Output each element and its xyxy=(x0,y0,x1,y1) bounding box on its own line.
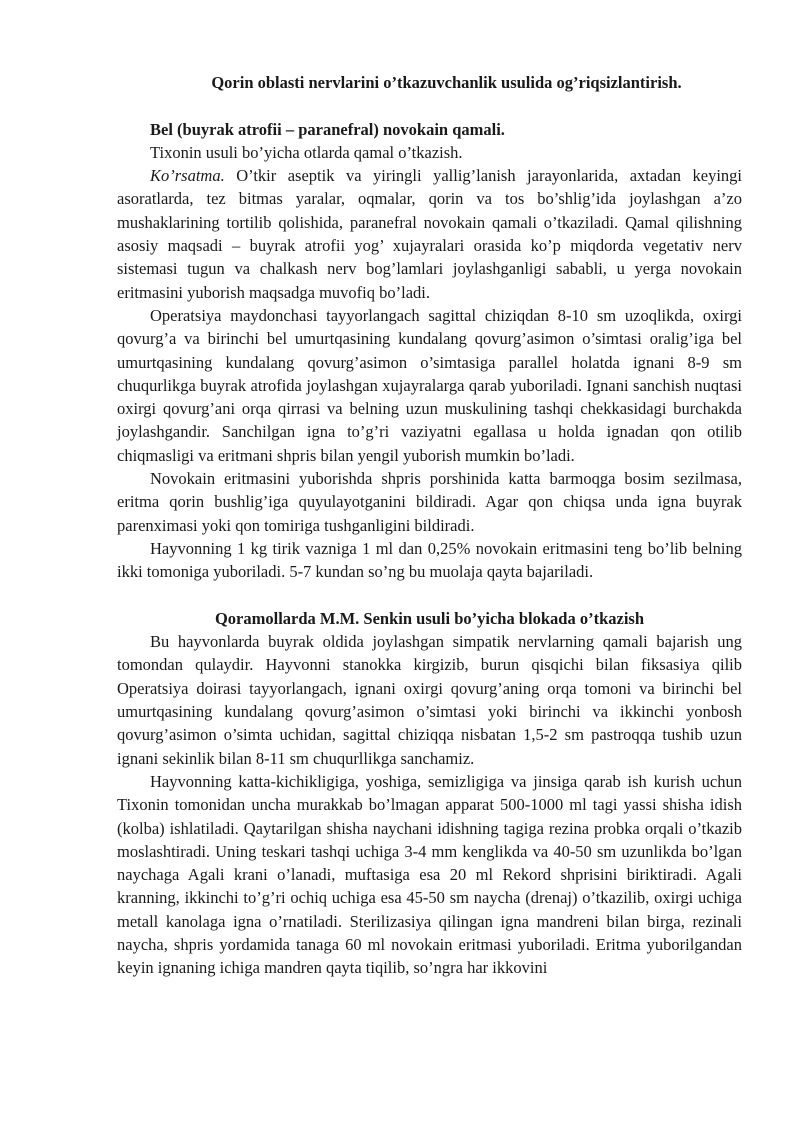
document-title: Qorin oblasti nervlarini o’tkazuvchanlik usulida og’riqsizlantirish. xyxy=(211,73,682,92)
document-page xyxy=(117,71,742,980)
paragraph-indication xyxy=(117,164,742,304)
section-heading-paranefral: Bel (buyrak atrofii – paranefral) novokain qamali. xyxy=(150,119,505,139)
paragraph-operation-field: Operatsiya maydonchasi tayyorlangach sagittal chiziqdan 8-10 sm uzoqlikda, oxirgi qovurg’a va birinchi bel umurtqasining kundalang qovurg’asimon o’simtasi oralig’iga bel umurtqasining kundalang qovurg’asimon o’simtasiga parallel holatda ignani 8-9 sm chuqurlikga buyrak atrofida joylashgan xujayralarga qarab yuboriladi. Ignani sanchish nuqtasi oxirgi qovurg’ani orqa qirrasi va belning uzun muskulining tashqi chekkasidagi burchakda joylashgandir. Sanchilgan igna to’g’ri vaziyatni egallasa u holda ignadan qon otilib chiqmasligi va eritmani shpris bilan yengil yuborish mumkin bo’ladi. xyxy=(117,305,742,465)
paragraph-injection-pressure: Novokain eritmasini yuborishda shpris porshinida katta barmoqga bosim sezilmasa, eritma qorin bushlig’iga quyulayotganini bildiradi. Agar qon chiqsa unda igna buyrak parenximasi yoki qon tomiriga tushganligini bildiradi. xyxy=(117,469,742,535)
section-heading-senkin: Qoramollarda M.M. Senkin usuli bo’yicha blokada o’tkazish xyxy=(214,608,645,628)
indication-text: O’tkir aseptik va yiringli yallig’lanish jarayonlarida, axtadan keyingi asoratlarda, tez bitmas yaralar, oqmalar, qorin va tos bo’shlig’ida joylashgan a’zo mushaklarining tortilib qolishida, paranefral novokain qamali o’tkaziladi. Qamal qilishning asosiy maqsadi – buyrak atrofii yog’ xujayralari orasida ko’p miqdorda vegetativ nerv sistemasi tugun va chalkash nerv bog’lamlari joylashganligi sababli, u yerga novokain eritmasini yuborish maqsadga muvofiq bo’ladi. xyxy=(117,166,742,302)
paragraph-dosage: Hayvonning 1 kg tirik vazniga 1 ml dan 0,25% novokain eritmasini teng bo’lib belning ikki tomoniga yuboriladi. 5-7 kundan so’ng bu muolaja qayta bajariladi. xyxy=(117,538,742,582)
paragraph-tixonin-apparatus: Hayvonning katta-kichikligiga, yoshiga, semizligiga va jinsiga qarab ish kurish uchun Tixonin tomonidan uncha murakkab bo’lmagan apparat 500-1000 ml tagi yassi shisha idish (kolba) ishlatiladi. Qaytarilgan shisha naychani idishning tagiga rezina probka orqali o’tkazib moslashtiradi. Uning teskari tashqi uchiga 3-4 mm kenglikda va 40-50 sm uzunlikda bo’lgan naychaga Agali krani o’lanadi, muftasiga esa 20 ml Rekord shprisini biriktiradi. Agali kranning, ikkinchi to’g’ri ochiq uchiga esa 45-50 sm naycha (drenaj) o’tkazilib, oxirgi uchiga metall kanolaga igna o’rnatiladi. Sterilizasiya qilingan igna mandreni bilan birga, rezinali naycha, shpris yordamida tanaga 60 ml novokain eritmasi yuboriladi. Eritma yuborilgandan keyin ignaning ichiga mandren qayta tiqilib, so’ngra har ikkovini xyxy=(117,771,742,978)
spacer xyxy=(117,94,742,117)
paragraph-senkin-method: Bu hayvonlarda buyrak oldida joylashgan simpatik nervlarning qamali bajarish ung tomondan qulaydir. Hayvonni stanokka kirgizib, burun qisqichi bilan fiksasiya qilib Operatsiya doirasi tayyorlangach, ignani oxirgi qovurg’aning orqa tomoni va birinchi bel umurtqasining kundalang qovurg’asimon o’simtasi yoki birinchi va ikkinchi yonbosh qovurg’asimon o’simta uchidan, sagittal chiziqqa nisbatan 1,5-2 sm pastroqqa tushib uzun ignani sekinlik bilan 8-11 sm chuqurllikga sanchamiz. xyxy=(117,632,742,768)
section-subheading-tixonin: Tixonin usuli bo’yicha otlarda qamal o’tkazish. xyxy=(150,142,463,162)
spacer xyxy=(117,584,742,607)
indication-label: Ko’rsatma. xyxy=(150,166,225,186)
